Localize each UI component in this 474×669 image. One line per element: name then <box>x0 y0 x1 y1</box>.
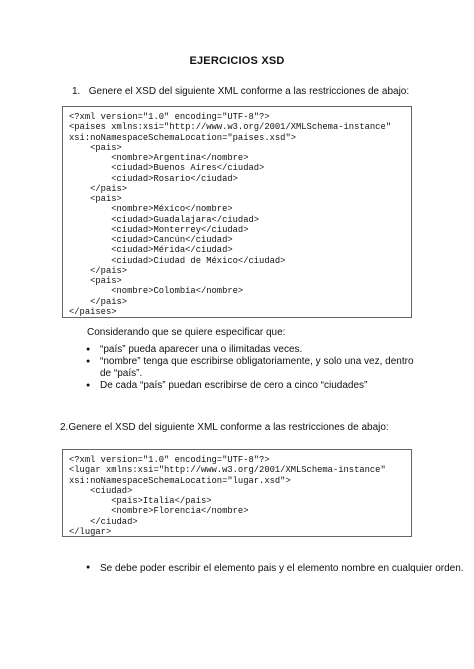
bullet-item: ● “país” pueda aparecer una o ilimitadas veces. <box>86 344 426 356</box>
exercise-1-number: 1. <box>72 86 81 97</box>
exercise-1-bullet-list <box>86 344 426 392</box>
document-title: EJERCICIOS XSD <box>189 55 285 67</box>
xml-code-box-2 <box>62 449 412 537</box>
exercise-1-heading <box>72 86 409 97</box>
bullet-item: ● De cada “país” puedan escribirse de cero a cinco “ciudades” <box>86 380 426 392</box>
bullet-item: ● Se debe poder escribir el elemento pais y el elemento nombre en cualquier orden. <box>86 563 464 574</box>
exercise-1-heading-text: Genere el XSD del siguiente XML conforme a las restricciones de abajo: <box>88 86 410 97</box>
xml-code-box-1 <box>62 106 412 318</box>
xml-code-2: <?xml version="1.0" encoding="UTF-8"?> <lugar xmlns:xsi="http://www.w3.org/2001/XMLSchema-instance" xsi:noNamespaceSchemaLocation="lugar.xsd"> <ciudad> <pais>Italia</pais> <nombre>Florencia</nombre> </ciudad> </lugar> <box>69 455 386 537</box>
exercise-2-bullet-list <box>86 563 464 574</box>
xml-code-1: <?xml version="1.0" encoding="UTF-8"?> <paises xmlns:xsi="http://www.w3.org/2001/XMLSchema-instance" xsi:noNamespaceSchemaLocation="paises.xsd"> <pais> <nombre>Argentina</nombre> <ciudad>Buenos Aires</ciudad> <ciudad>Rosario</ciudad> </pais> <pais> <nombre>México</nombre> <ciudad>Guadalajara</ciudad> <ciudad>Monterrey</ciudad> <ciudad>Cancún</ciudad> <ciudad>Mérida</ciudad> <ciudad>Ciudad de México</ciudad> </pais> <pais> <nombre>Colombia</nombre> </pais> </paises> <box>69 112 392 317</box>
exercise-2-heading: 2.Genere el XSD del siguiente XML conforme a las restricciones de abajo: <box>60 422 389 433</box>
exercise-1-intro: Considerando que se quiere especificar que: <box>87 327 286 338</box>
bullet-item: ● “nombre” tenga que escribirse obligatoriamente, y solo una vez, dentro de “país”. <box>86 356 426 380</box>
